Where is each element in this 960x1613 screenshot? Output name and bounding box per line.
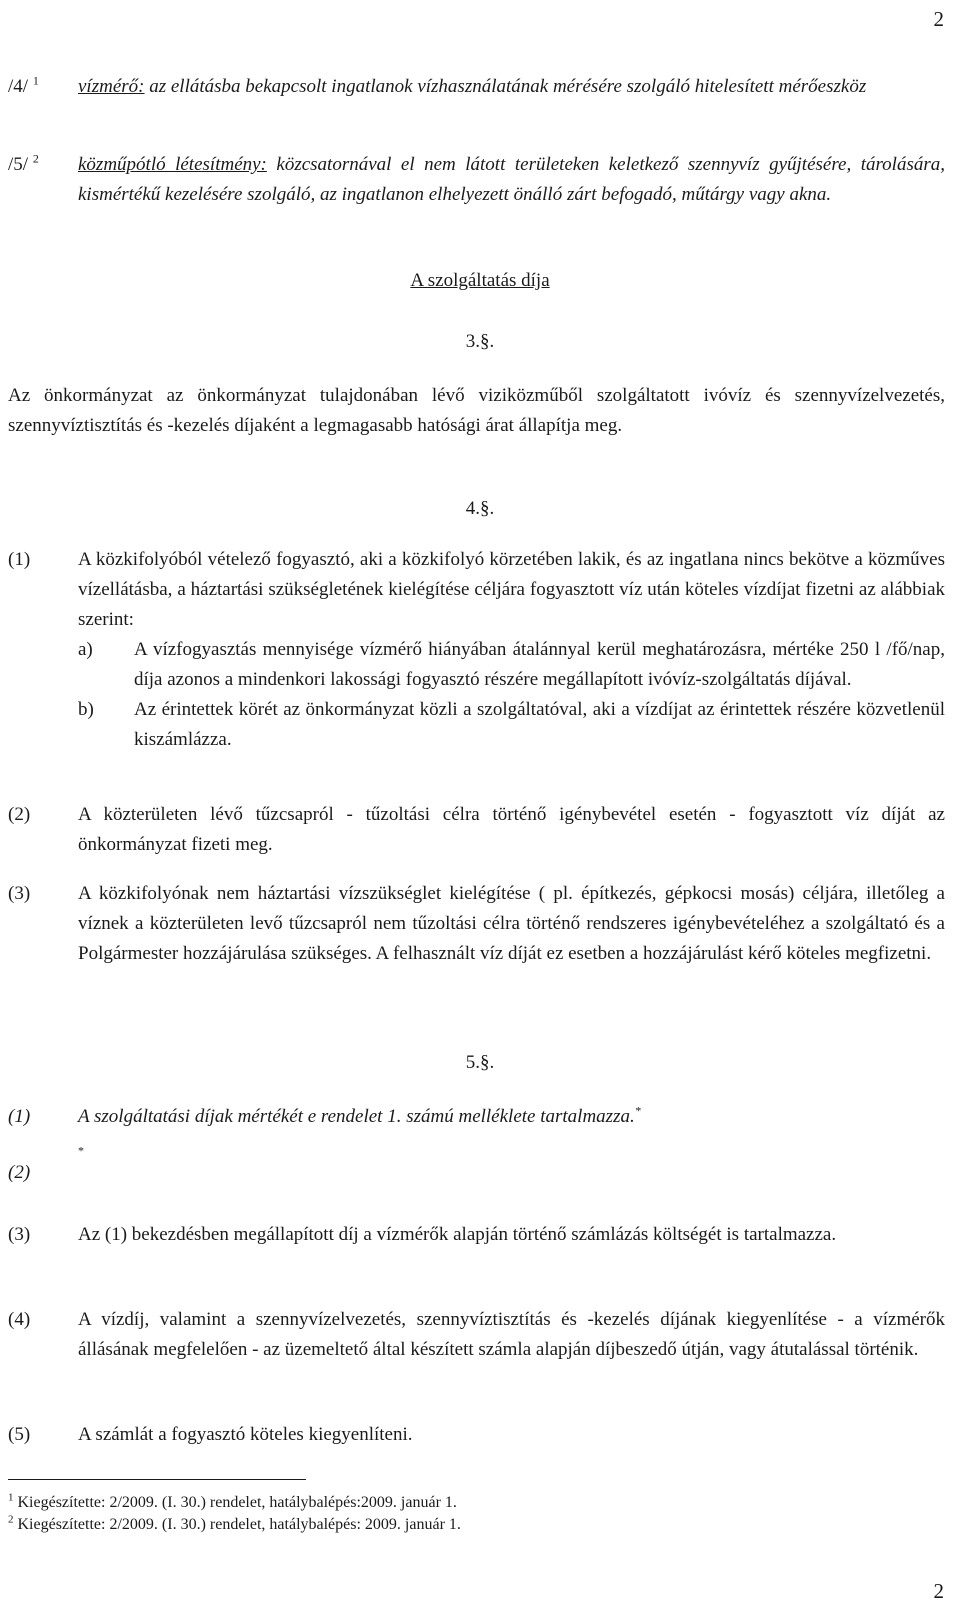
section-5-paragraph-1 [8, 1102, 945, 1132]
footnote-ref: 2 [32, 151, 39, 166]
footnote-divider [8, 1479, 306, 1480]
paragraph-text: A közkifolyóból vételező fogyasztó, aki a közkifolyó körzetében lakik, és az ingatlana nincs bekötve a közműves vízellátásba, a háztartási szükségletének kielégítése céljára fogyasztott víz után köteles vízdíjat fizetni az alábbiak szerint: [78, 549, 945, 630]
paragraph-label: (5) [8, 1424, 31, 1445]
footnote-text: Kiegészítette: 2/2009. (I. 30.) rendelet, hatálybalépés: 2009. január 1. [17, 1516, 461, 1533]
paragraph-label: (2) [8, 1162, 31, 1183]
list-item-a [78, 635, 945, 695]
definition-5 [8, 150, 945, 210]
section-5-paragraph-2 [8, 1143, 945, 1188]
paragraph-text: A számlát a fogyasztó köteles kiegyenlíteni. [78, 1424, 413, 1445]
section-5-title: 5.§. [465, 1052, 495, 1073]
definition-label: /5/ [8, 154, 29, 175]
paragraph-label: (4) [8, 1309, 31, 1330]
footnote-ref: * [634, 1103, 641, 1118]
list-label: a) [78, 639, 93, 660]
paragraph-text: A vízdíj, valamint a szennyvízelvezetés, szennyvíztisztítás és -kezelés díjának kiegyenlítése - a vízmérők állásának megfelelően - az üzemeltető által készített számla alapján díjbeszedő útján, vagy átutalással történik. [78, 1309, 945, 1360]
section-3-text: Az önkormányzat az önkormányzat tulajdonában lévő viziközműből szolgáltatott ivóvíz és szennyvízelvezetés, szennyvíztisztítás és -kezelés díjaként a legmagasabb hatósági árat állapítja meg. [8, 385, 945, 436]
section-5-paragraph-5 [8, 1420, 945, 1450]
section-4-paragraph-1 [8, 545, 945, 755]
paragraph-label: (1) [8, 549, 31, 570]
paragraph-text: A közkifolyónak nem háztartási vízszükséglet kielégítése ( pl. építkezés, gépkocsi mosás) céljára, illetőleg a víznek a közterületen levő tűzcsapról nem tűzoltási célra történő rendszeres igénybevételéhez a szolgáltató és a Polgármester hozzájárulása szükséges. A felhasznált víz díját ez esetben a hozzájárulást kérő köteles megfizetni. [78, 883, 945, 964]
list-text: A vízfogyasztás mennyisége vízmérő hiányában átalánnyal kerül meghatározásra, mértéke 250 l /fő/nap, díja azonos a mindenkori lakossági fogyasztó részére megállapított ivóvíz-szolgáltatás díjával. [134, 639, 945, 690]
section-4-paragraph-3 [8, 879, 945, 969]
footnote-number: 1 [8, 1491, 14, 1504]
footnote-2 [8, 1515, 461, 1535]
footnote-1 [8, 1493, 457, 1513]
paragraph-label: (2) [8, 804, 31, 825]
definition-text: közcsatornával el nem látott területeken keletkező szennyvíz gyűjtésére, tárolására, kismértékű kezelésére szolgáló, az ingatlanon elhelyezett önálló zárt befogadó, műtárgy vagy akna. [78, 154, 945, 205]
list-item-b [78, 695, 945, 755]
definition-label: /4/ [8, 76, 29, 97]
list-text: Az érintettek körét az önkormányzat közli a szolgáltatóval, aki a vízdíjat az érintettek részére közvetlenül kiszámlázza. [134, 699, 945, 750]
page-number-bottom: 2 [933, 1579, 944, 1603]
paragraph-label: (1) [8, 1106, 31, 1127]
paragraph-text: A szolgáltatási díjak mértékét e rendelet 1. számú melléklete tartalmazza. [78, 1106, 635, 1127]
section-5-paragraph-3 [8, 1220, 945, 1250]
paragraph-text: Az (1) bekezdésben megállapított díj a vízmérők alapján történő számlázás költségét is tartalmazza. [78, 1224, 837, 1245]
definition-term: közműpótló létesítmény: [78, 154, 267, 175]
footnote-ref: * [78, 1143, 84, 1158]
paragraph-label: (3) [8, 1224, 31, 1245]
definition-4 [8, 72, 945, 102]
definition-text: az ellátásba bekapcsolt ingatlanok vízhasználatának mérésére szolgáló hitelesített mérőeszköz [144, 76, 867, 97]
section-heading: A szolgáltatás díja [410, 270, 550, 291]
section-4-title: 4.§. [465, 498, 495, 519]
definition-term: vízmérő: [78, 76, 145, 97]
paragraph-label: (3) [8, 883, 31, 904]
section-4-paragraph-2 [8, 800, 945, 860]
footnote-text: Kiegészítette: 2/2009. (I. 30.) rendelet, hatálybalépés:2009. január 1. [17, 1494, 457, 1511]
section-5-paragraph-4 [8, 1305, 945, 1365]
page-number-top: 2 [933, 7, 944, 31]
list-label: b) [78, 699, 94, 720]
footnote-number: 2 [8, 1513, 14, 1526]
paragraph-text: A közterületen lévő tűzcsapról - tűzoltási célra történő igénybevétel esetén - fogyasztott víz díját az önkormányzat fizeti meg. [78, 804, 945, 855]
footnote-ref: 1 [32, 73, 39, 88]
section-3-title: 3.§. [465, 331, 495, 352]
